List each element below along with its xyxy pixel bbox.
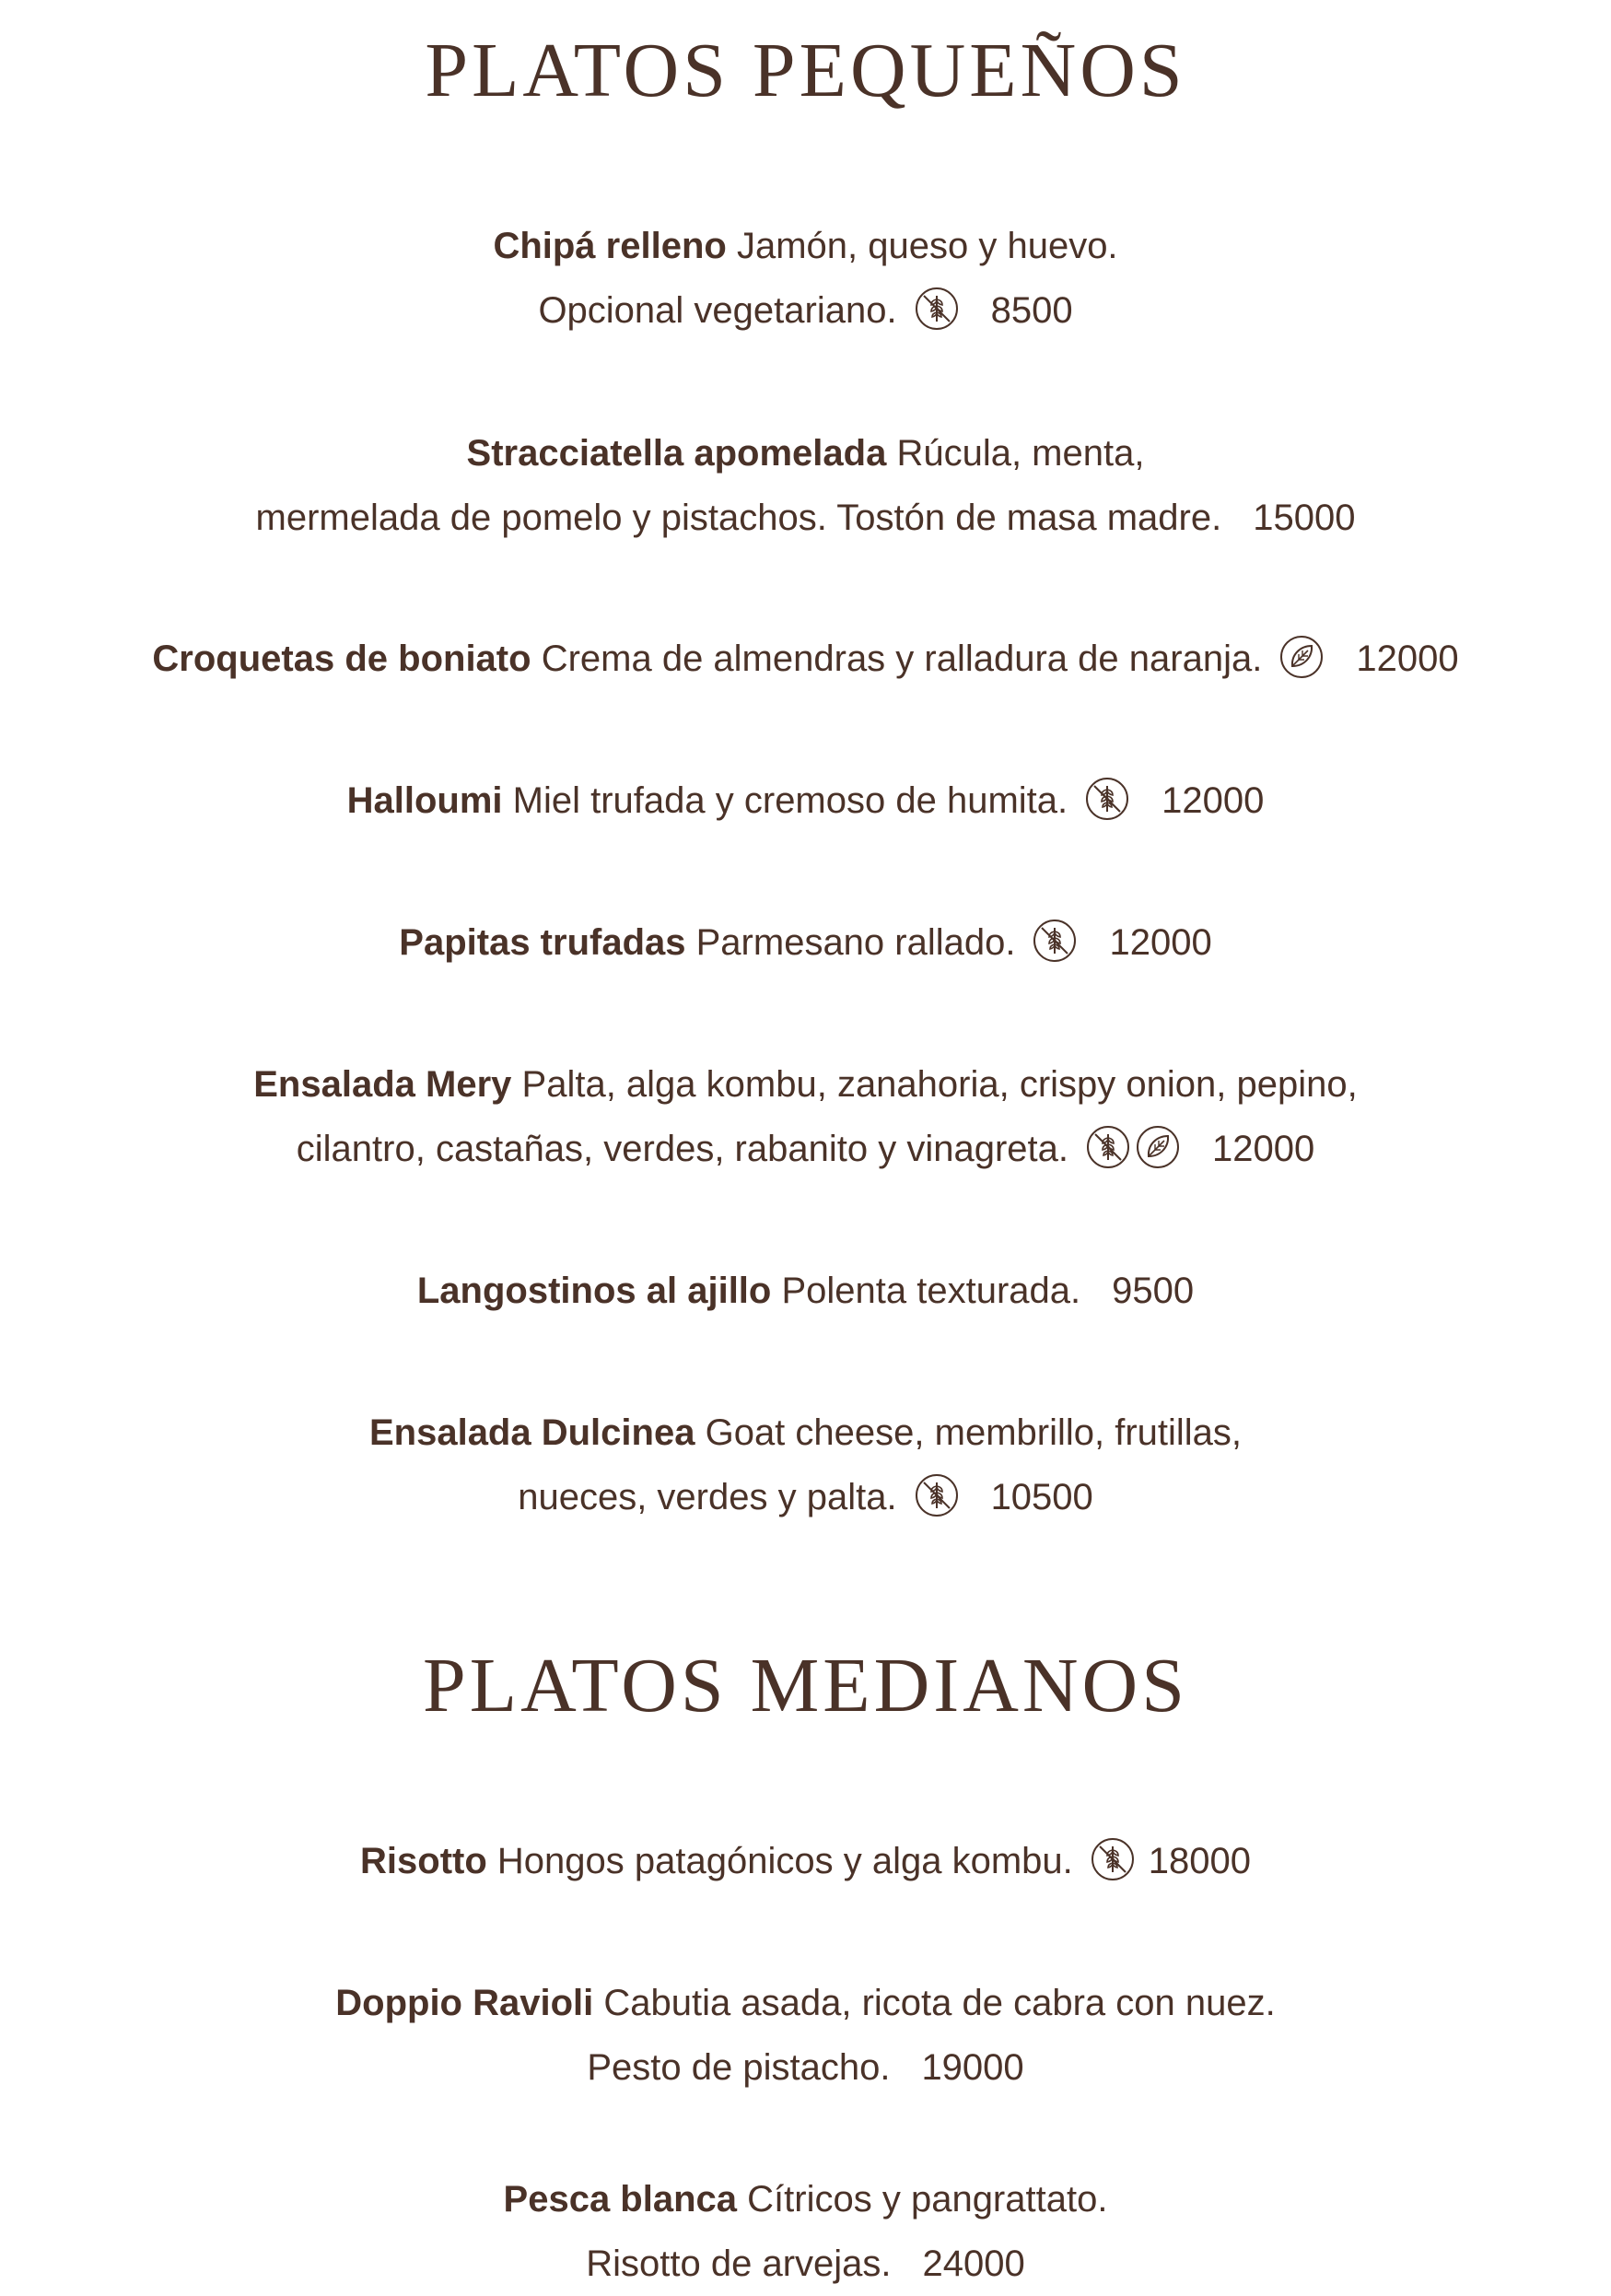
menu-item-risotto (0, 1829, 1611, 1893)
dish-price: 24000 (922, 2243, 1025, 2284)
menu-item-ensalada-mery (0, 1052, 1611, 1181)
menu-item-ensalada-dulcinea (0, 1400, 1611, 1529)
gluten-free-icon (914, 1472, 960, 1518)
dish-name: Croquetas de boniato (152, 638, 531, 679)
dish-description: Rúcula, menta, (896, 433, 1145, 474)
menu-item-stracciatella (0, 421, 1611, 550)
section-title-platos-pequenos: PLATOS PEQUEÑOS (425, 28, 1186, 113)
dish-name: Papitas trufadas (399, 922, 686, 963)
dish-description-cont: mermelada de pomelo y pistachos. Tostón de masa madre. (255, 498, 1222, 538)
dish-description-cont: Risotto de arvejas. (586, 2243, 892, 2284)
dish-price: 9500 (1112, 1271, 1195, 1311)
gluten-free-icon (1032, 918, 1078, 964)
dish-name: Chipá relleno (493, 226, 727, 266)
dish-price: 12000 (1356, 638, 1459, 679)
dish-description-cont: Pesto de pistacho. (587, 2047, 891, 2088)
dish-description-cont: nueces, verdes y palta. (518, 1477, 897, 1517)
section-title-platos-medianos: PLATOS MEDIANOS (423, 1643, 1188, 1728)
vegan-leaf-icon (1135, 1124, 1181, 1170)
dish-description: Miel trufada y cremoso de humita. (512, 780, 1068, 821)
dish-description-cont: cilantro, castañas, verdes, rabanito y vinagreta. (296, 1129, 1068, 1169)
menu-item-pesca-blanca (0, 2167, 1611, 2296)
dish-name: Langostinos al ajillo (416, 1271, 772, 1311)
dish-description: Palta, alga kombu, zanahoria, crispy onion, pepino, (521, 1064, 1358, 1105)
dish-price: 15000 (1253, 498, 1356, 538)
gluten-free-icon (1084, 776, 1130, 822)
dish-name: Risotto (360, 1841, 487, 1881)
dish-description: Hongos patagónicos y alga kombu. (496, 1841, 1073, 1881)
dish-name: Halloumi (346, 780, 503, 821)
gluten-free-icon (1090, 1836, 1136, 1882)
menu-item-langostinos-al-ajillo (0, 1259, 1611, 1323)
gluten-free-icon (914, 286, 960, 332)
menu-item-doppio-ravioli (0, 1971, 1611, 2100)
menu-item-papitas-trufadas (0, 910, 1611, 975)
dish-price: 12000 (1162, 780, 1265, 821)
dish-description: Goat cheese, membrillo, frutillas, (705, 1412, 1243, 1453)
dish-price: 8500 (990, 290, 1073, 331)
menu-item-croquetas-de-boniato (0, 627, 1611, 691)
dish-price: 10500 (990, 1477, 1093, 1517)
dish-description: Cítricos y pangrattato. (747, 2179, 1108, 2220)
dish-description: Cabutia asada, ricota de cabra con nuez. (603, 1983, 1276, 2023)
menu-item-halloumi (0, 768, 1611, 833)
menu-item-chipa-relleno (0, 214, 1611, 343)
dish-price: 12000 (1109, 922, 1212, 963)
dish-price: 19000 (921, 2047, 1024, 2088)
dish-description-cont: Opcional vegetariano. (538, 290, 897, 331)
dish-name: Ensalada Mery (253, 1064, 512, 1105)
vegan-leaf-icon (1278, 634, 1325, 680)
dish-description: Crema de almendras y ralladura de naranja. (541, 638, 1263, 679)
dish-name: Pesca blanca (503, 2179, 738, 2220)
gluten-free-icon (1085, 1124, 1131, 1170)
dish-name: Ensalada Dulcinea (368, 1412, 695, 1453)
dish-price: 18000 (1148, 1841, 1251, 1881)
dish-description: Polenta texturada. (781, 1271, 1081, 1311)
dish-description: Jamón, queso y huevo. (736, 226, 1118, 266)
dish-price: 12000 (1212, 1129, 1315, 1169)
dish-name: Doppio Ravioli (335, 1983, 594, 2023)
dish-name: Stracciatella apomelada (466, 433, 887, 474)
dish-description: Parmesano rallado. (695, 922, 1016, 963)
